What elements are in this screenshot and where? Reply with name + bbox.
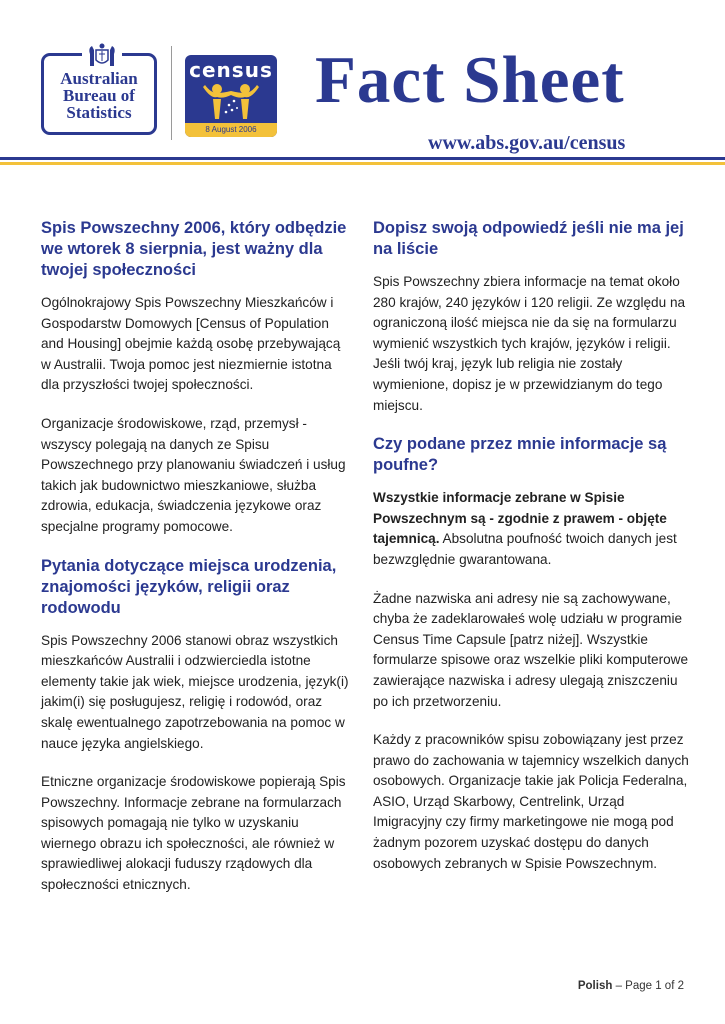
header-rule-gold <box>0 162 725 165</box>
section-heading: Dopisz swoją odpowiedź jeśli nie ma jej na liście <box>373 219 684 258</box>
people-icon <box>201 81 261 121</box>
paragraph: Żadne nazwiska ani adresy nie są zachowywane, chyba że zadeklarowałeś wolę udziału w programie Census Time Capsule [patrz niżej]. Wszystkie formularze spisowe oraz wszelkie pliki komputerowe zawierające nazwiska i adresy ulegają zniszczeniu po ich przetworzeniu. <box>373 590 689 709</box>
abs-logo-text <box>44 70 154 121</box>
abs-logo-line: Australian <box>60 69 138 88</box>
right-column <box>373 218 691 892</box>
footer-language: Polish <box>577 980 613 992</box>
paragraph: Ogólnokrajowy Spis Powszechny Mieszkańców i Gospodarstw Domowych [Census of Population and Housing] obejmie każdą osobę przebywającą w Australii. Twoja pomoc jest niezmiernie istotna dla przyszłości twojej społeczności. <box>41 295 341 393</box>
paragraph-bold-lead: Wszystkie informacje zebrane w Spisie Powszechnym są - zgodnie z prawem - objęte tajemnicą. <box>373 490 667 547</box>
left-column <box>41 218 353 914</box>
website-link[interactable]: www.abs.gov.au/census <box>428 132 626 154</box>
paragraph: Każdy z pracowników spisu zobowiązany jest przez prawo do zachowania w tajemnicy wszelkich danych osobowych. Organizacje takie jak Policja Federalna, ASIO, Urząd Skarbowy, Centrelink, Urząd Imigracyjny czy firmy marketingowe nie mogą pod żadnym pozorem uzyskać dostępu do danych osobowych zebranych w Spisie Powszechnym. <box>373 732 689 871</box>
paragraph: Organizacje środowiskowe, rząd, przemysł - wszyscy polegają na danych ze Spisu Powszechnego przy planowaniu świadczeń i usług takich jak budownictwo mieszkaniowe, służba zdrowia, edukacja, świadczenia językowe oraz specjalne programy pomocowe. <box>41 415 346 534</box>
coat-of-arms-icon <box>82 42 122 70</box>
abs-logo-line: Bureau of <box>63 86 135 105</box>
page-title: Fact Sheet <box>315 43 625 117</box>
section-heading: Czy podane przez mnie informacje są poufne? <box>373 435 667 475</box>
paragraph: Spis Powszechny 2006 stanowi obraz wszystkich mieszkańców Australii i odzwierciedla istotne elementy takie jak wiek, miejsce urodzenia, język(i) jakim(i) się posługujesz, religię i rodowód, oraz skalę ewentualnego zapotrzebowania na pomoc w nauce języka angielskiego. <box>41 632 349 751</box>
footer-page-number: – Page 1 of 2 <box>612 980 684 992</box>
paragraph: Spis Powszechny zbiera informacje na temat około 280 krajów, 240 języków i 120 religii. Ze względu na ograniczoną ilość miejsca nie da się na formularzu wymienić wszystkich tych krajów, języków i religii. Jeśli twój kraj, język lub religia nie zostały wymienione, dopisz je w przewidzianym do tego miejscu. <box>373 274 686 413</box>
abs-logo <box>41 53 157 135</box>
paragraph-rest: Absolutna poufność twoich danych jest bezwzględnie gwarantowana. <box>373 531 677 567</box>
census-logo <box>185 55 277 137</box>
paragraph: Etniczne organizacje środowiskowe popierają Spis Powszechny. Informacje zebrane na formularzach spisowych pomagają nie tylko w uzyskaniu wiernego obrazu ich społeczności, ale również w sprawiedliwej alokacji fuduszy rządowych dla społeczności etnicznych. <box>41 774 346 893</box>
page-header <box>0 0 725 170</box>
abs-logo-line: Statistics <box>66 103 132 122</box>
census-date: 8 August 2006 <box>185 123 277 137</box>
header-divider <box>171 46 172 140</box>
page-footer <box>578 980 684 992</box>
section-heading: Pytania dotyczące miejsca urodzenia, znajomości języków, religii oraz rodowodu <box>41 556 337 617</box>
section-heading: Spis Powszechny 2006, który odbędzie we wtorek 8 sierpnia, jest ważny dla twojej społeczności <box>41 219 347 279</box>
census-wordmark: census <box>189 58 273 82</box>
header-rule-blue <box>0 157 725 160</box>
paragraph <box>373 488 691 570</box>
